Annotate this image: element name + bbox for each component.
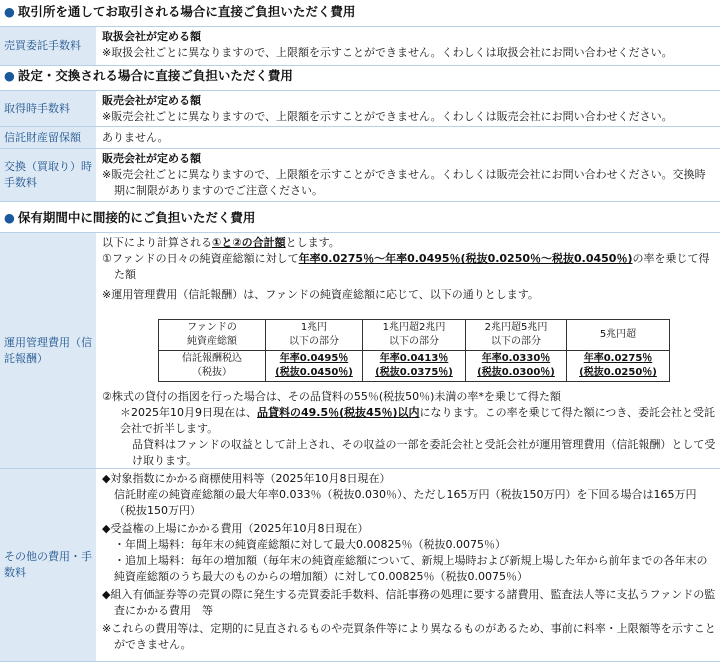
trust-reserve-value: ありません。 — [102, 131, 169, 144]
bullet-icon: ● — [4, 68, 15, 83]
bullet-icon: ● — [4, 210, 15, 225]
other-fee-item-2: ◆受益権の上場にかかる費用（2025年10月8日現在） — [102, 522, 369, 535]
table-header-cell: 5兆円超 — [567, 320, 670, 351]
acquisition-fee-heading: 販売会社が定める額 — [102, 94, 201, 107]
management-fee-part2-note: ＊2025年10月9日現在は、品貸料の49.5％(税抜45％)以内になります。この率を乗じて得た額につき、委託会社と受託会社で折半します。 — [120, 406, 715, 435]
table-header-cell: 1兆円超2兆円 以下の部分 — [363, 320, 466, 351]
section-heading-exchange: ● 取引所を通してお取引される場合に直接ご負担いただく費用 — [4, 4, 356, 19]
bullet-icon: ● — [4, 4, 15, 19]
other-fee-item-1-body: 信託財産の純資産総額の最大年率0.033％（税抜0.030％）、ただし165万円（税抜150万円）を下回る場合は165万円（税抜150万円） — [114, 488, 697, 517]
label-exchange-fee: 交換（買取り）時手数料 — [0, 149, 96, 201]
label-trading-commission: 売買委託手数料 — [0, 27, 96, 65]
trading-commission-note: ※取扱会社ごとに異なりますので、上限額を示すことができません。くわしくは取扱会社にお問い合わせください。 — [102, 46, 673, 59]
row-exchange-fee — [0, 148, 720, 202]
label-other-fees: その他の費用・手数料 — [0, 469, 96, 661]
exchange-fee-note: ※販売会社ごとに異なりますので、上限額を示すことができません。くわしくは販売会社にお問い合わせください。交換時期に制限がありますのでご注意ください。 — [102, 168, 706, 197]
row-other-fees — [0, 468, 720, 662]
section-heading-holding: ● 保有期間中に間接的にご負担いただく費用 — [4, 210, 256, 225]
table-row-label: 信託報酬税込 （税抜） — [159, 351, 266, 382]
table-cell: 年率0.0413％ (税抜0.0375％) — [363, 351, 466, 382]
table-header-cell: ファンドの 純資産総額 — [159, 320, 266, 351]
acquisition-fee-note: ※販売会社ごとに異なりますので、上限額を示すことができません。くわしくは販売会社にお問い合わせください。 — [102, 110, 673, 123]
management-fee-part1: ①ファンドの日々の純資産総額に対して年率0.0275％～年率0.0495％(税抜0.0250％～税抜0.0450％)の率を乗じて得た額 — [102, 252, 710, 281]
exchange-fee-heading: 販売会社が定める額 — [102, 152, 201, 165]
section-heading-creation: ● 設定・交換される場合に直接ご負担いただく費用 — [4, 68, 293, 83]
row-trading-commission — [0, 26, 720, 66]
row-acquisition-fee — [0, 90, 720, 127]
fee-rate-table — [158, 319, 670, 382]
management-fee-part1-note: ※運用管理費用（信託報酬）は、ファンドの純資産総額に応じて、以下の通りとします。 — [102, 288, 539, 301]
management-fee-part2: ②株式の貸付の指図を行った場合は、その品貸料の55％(税抜50％)未満の率*を乗じて得た額 — [102, 390, 561, 403]
table-header-cell: 1兆円 以下の部分 — [266, 320, 363, 351]
row-management-fee — [0, 232, 720, 469]
other-fee-note: ※これらの費用等は、定期的に見直されるものや売買条件等により異なるものがあるため、事前に料率・上限額等を示すことができません。 — [102, 622, 716, 651]
label-trust-reserve: 信託財産留保額 — [0, 127, 96, 149]
other-fee-item-2-additional: ・追加上場料：毎年の増加額（毎年末の純資産総額について、新規上場時および新規上場した年から前年までの各年末の純資産総額のうち最大のものからの増加額）に対して0.00825％（税抜0.0075％） — [114, 554, 708, 583]
table-cell: 年率0.0495％ (税抜0.0450％) — [266, 351, 363, 382]
trading-commission-heading: 取扱会社が定める額 — [102, 30, 201, 43]
management-fee-intro: 以下により計算される①と②の合計額とします。 — [102, 236, 340, 249]
table-header-cell: 2兆円超5兆円 以下の部分 — [466, 320, 567, 351]
other-fee-item-3: ◆組入有価証券等の売買の際に発生する売買委託手数料、信託事務の処理に要する諸費用、監査法人等に支払うファンドの監査にかかる費用 等 — [102, 588, 716, 617]
row-trust-reserve — [0, 126, 720, 149]
label-acquisition-fee: 取得時手数料 — [0, 91, 96, 127]
other-fee-item-2-annual: ・年間上場料：毎年末の純資産総額に対して最大0.00825％（税抜0.0075％） — [114, 538, 506, 551]
table-cell: 年率0.0275％ (税抜0.0250％) — [567, 351, 670, 382]
table-cell: 年率0.0330％ (税抜0.0300％) — [466, 351, 567, 382]
label-management-fee: 運用管理費用（信託報酬） — [0, 233, 96, 469]
other-fee-item-1: ◆対象指数にかかる商標使用料等（2025年10月8日現在） — [102, 472, 391, 485]
management-fee-part2-note2: 品貸料はファンドの収益として計上され、その収益の一部を委託会社と受託会社が運用管理費用（信託報酬）として受け取ります。 — [132, 438, 716, 467]
